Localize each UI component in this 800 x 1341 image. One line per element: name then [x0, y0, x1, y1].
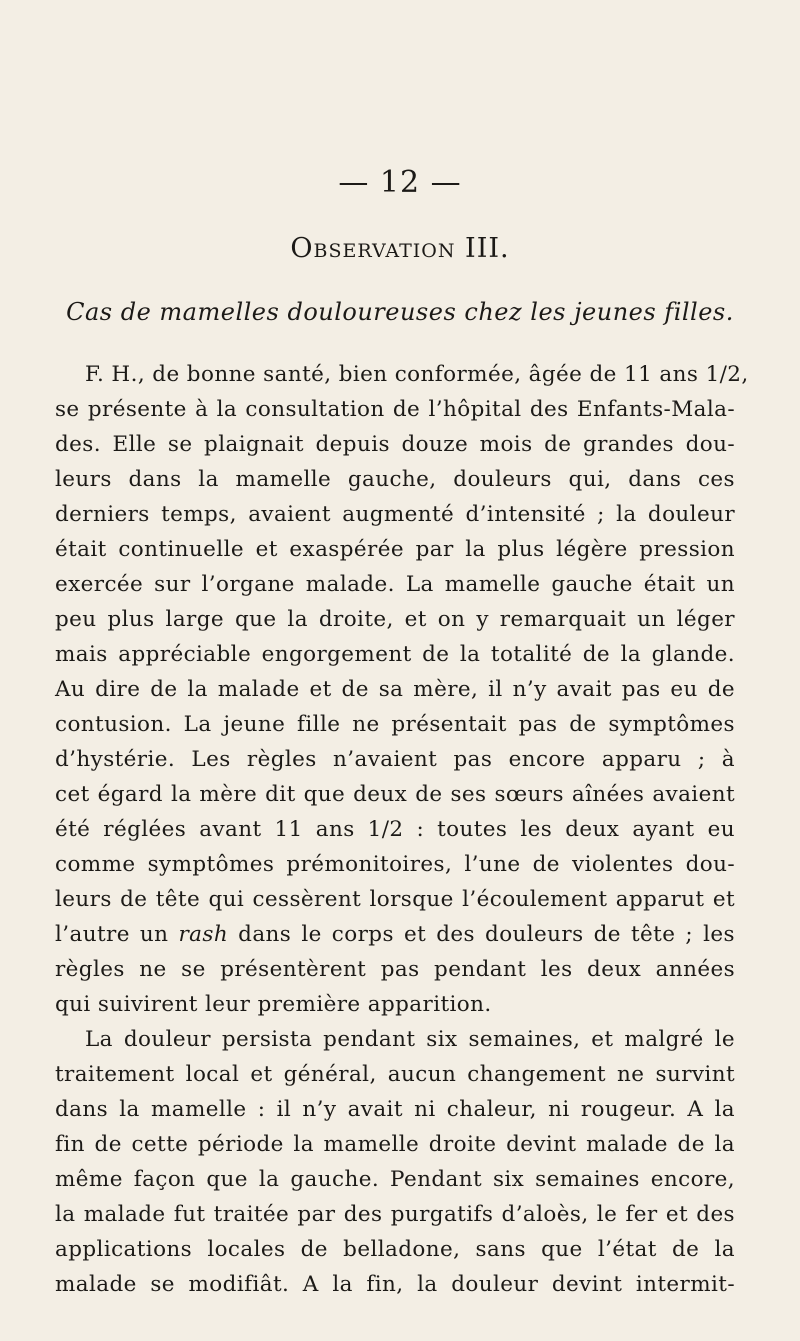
text-line: qui suivirent leur première apparition.	[55, 992, 492, 1017]
text-line: mais appréciable engorgement de la totalité de la glande.	[55, 642, 735, 667]
text-line: derniers temps, avaient augmenté d’intensité ; la douleur	[55, 502, 735, 527]
text-line: dans la mamelle : il n’y avait ni chaleur, ni rougeur. A la	[55, 1097, 735, 1122]
text-line: La douleur persista pendant six semaines, et malgré le	[85, 1027, 735, 1052]
text-line: leurs de tête qui cessèrent lorsque l’écoulement apparut et	[55, 887, 735, 912]
text-line: se présente à la consultation de l’hôpital des Enfants-Mala-	[55, 397, 735, 422]
text-line: contusion. La jeune fille ne présentait pas de symptômes	[55, 712, 735, 737]
rash-line-after: dans le corps et des douleurs de tête ; les	[228, 922, 735, 947]
observation-title: Observation III.	[290, 233, 510, 264]
text-line: applications locales de belladone, sans que l’état de la	[55, 1237, 735, 1262]
text-line: la malade fut traitée par des purgatifs d’aloès, le fer et des	[55, 1202, 735, 1227]
text-line: F. H., de bonne santé, bien conformée, âgée de 11 ans 1/2,	[85, 362, 749, 387]
body-text	[55, 357, 749, 1302]
rash-word: rash	[178, 922, 229, 947]
case-subtitle: Cas de mamelles douloureuses chez les jeunes filles.	[66, 298, 734, 326]
text-line: même façon que la gauche. Pendant six semaines encore,	[55, 1167, 735, 1192]
text-line: des. Elle se plaignait depuis douze mois de grandes dou-	[55, 432, 735, 457]
text-line: d’hystérie. Les règles n’avaient pas encore apparu ; à	[55, 747, 735, 772]
text-line: cet égard la mère dit que deux de ses sœurs aînées avaient	[55, 782, 735, 807]
text-line: était continuelle et exaspérée par la plus légère pression	[55, 537, 735, 562]
text-line: été réglées avant 11 ans 1/2 : toutes les deux ayant eu	[55, 817, 735, 842]
text-line: Au dire de la malade et de sa mère, il n’y avait pas eu de	[55, 677, 735, 702]
text-line: leurs dans la mamelle gauche, douleurs qui, dans ces	[55, 467, 735, 492]
text-line: exercée sur l’organe malade. La mamelle gauche était un	[55, 572, 735, 597]
text-line: règles ne se présentèrent pas pendant les deux années	[55, 957, 735, 982]
rash-line-before: l’autre un	[55, 922, 179, 947]
text-line: traitement local et général, aucun changement ne survint	[55, 1062, 735, 1087]
text-line: comme symptômes prémonitoires, l’une de violentes dou-	[55, 852, 735, 877]
text-line-rash	[55, 917, 735, 952]
text-line: malade se modifiât. A la fin, la douleur devint intermit-	[55, 1272, 735, 1297]
text-line: fin de cette période la mamelle droite devint malade de la	[55, 1132, 735, 1157]
page-number: — 12 —	[338, 165, 462, 200]
text-line: peu plus large que la droite, et on y remarquait un léger	[55, 607, 735, 632]
